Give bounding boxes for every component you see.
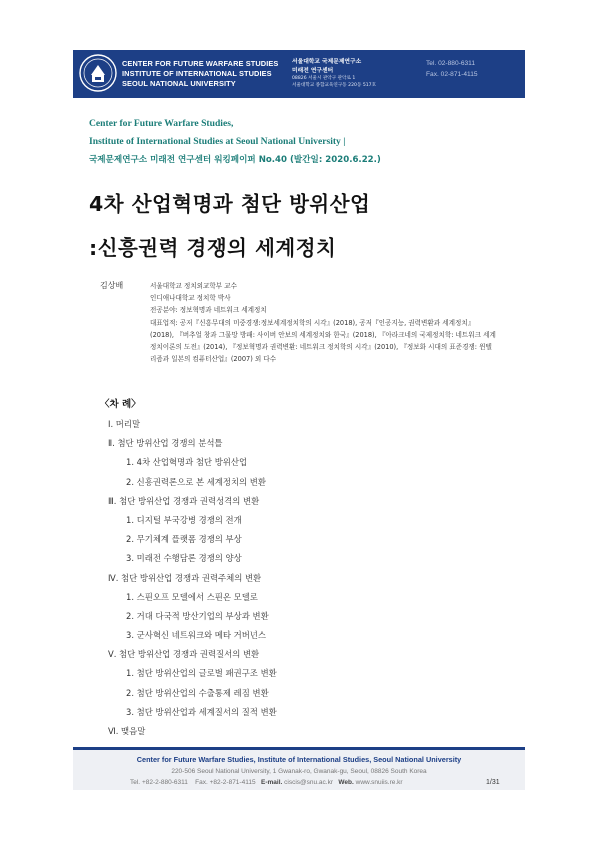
table-of-contents	[108, 415, 277, 741]
toc-item: Ⅵ. 맺음말	[108, 726, 146, 736]
toc-item: 1. 스핀오프 모델에서 스핀온 모델로	[126, 591, 258, 602]
toc-item: Ⅱ. 첨단 방위산업 경쟁의 분석틀	[108, 438, 223, 449]
banner-english-name: CENTER FOR FUTURE WARFARE STUDIES INSTITUTE OF INTERNATIONAL STUDIES SEOUL NATIONAL UNIVERSITY	[122, 59, 279, 88]
toc-item: 3. 군사혁신 네트워크와 메타 거버넌스	[126, 630, 266, 641]
toc-item: 1. 첨단 방위산업의 글로벌 패권구조 변환	[126, 668, 277, 679]
footer-address: 220-506 Seoul National University, 1 Gwanak-ro, Gwanak-gu, Seoul, 08826 South Korea	[171, 768, 427, 775]
toc-item: 3. 미래전 수행담론 경쟁의 양상	[126, 553, 242, 564]
toc-item: Ⅲ. 첨단 방위산업 경쟁과 권력성격의 변환	[108, 495, 260, 506]
page-number: 1/31	[486, 779, 500, 786]
bio-line: 인디애나대학교 정치학 박사	[150, 294, 231, 303]
toc-item: 2. 신흥권력론으로 본 세계정치의 변환	[126, 476, 266, 487]
footer-contact: Tel. +82-2-880-6311 Fax. +82-2-871-4115 E-mail. ciscis@snu.ac.kr Web. www.snuiis.re.kr	[130, 779, 403, 786]
footer-institution: Center for Future Warfare Studies, Institute of International Studies, Seoul National University	[136, 755, 462, 764]
toc-item: Ⅰ. 머리말	[108, 419, 141, 429]
toc-item: 2. 첨단 방위산업의 수출통제 레짐 변환	[126, 687, 269, 698]
toc-item: 2. 무기체계 플랫폼 경쟁의 부상	[126, 534, 242, 545]
paper-series-header: Center for Future Warfare Studies, Institute of International Studies at Seoul National University | 국제문제연구소 미래전 연구센터 워킹페이퍼 No.40 (발간일: 2020.6.22.)	[89, 118, 381, 165]
toc-item: 1. 4차 산업혁명과 첨단 방위산업	[126, 457, 248, 468]
snu-seal-logo	[78, 53, 118, 93]
page-title: 4차 산업혁명과 첨단 방위산업	[89, 192, 371, 216]
banner-korean-name: 서울대학교 국제문제연구소 미래전 연구센터 08826 서울시 관악구 관악로 1 서울대학교 종합교육연구동 220동 517호	[292, 59, 377, 89]
toc-heading: 〈차 례〉	[100, 399, 141, 410]
author-bio	[150, 280, 496, 365]
toc-item: Ⅴ. 첨단 방위산업 경쟁과 권력질서의 변환	[108, 649, 260, 660]
bio-line: 서울대학교 정치외교학부 교수	[150, 282, 237, 290]
toc-item: Ⅳ. 첨단 방위산업 경쟁과 권력주체의 변환	[108, 572, 262, 583]
banner-contact: Tel. 02-880-6311 Fax. 02-871-4115	[426, 60, 478, 78]
toc-item: 3. 첨단 방위산업과 세계질서의 질적 변환	[126, 706, 277, 717]
toc-item: 1. 디지털 부국강병 경쟁의 전개	[126, 514, 242, 525]
bio-line: 대표업적: 공저『신흥무대의 미중경쟁:정보세계정치학의 시각』(2018), 공저『인공지능, 권력변환과 세계정치』(2018), 『버추얼 창과 그물망 방패: 사이버 안보의 세계정치와 한국』(2018), 『아라크네의 국제정치학: 네트워크 세계정치이론의 도전』(2014), 『정보혁명과 권력변환: 네트워크 정치학의 시각』(2010), 『정보화 시대의 표준경쟁: 윈텔리즘과 일본의 컴퓨터산업』(2007) 외 다수	[150, 318, 496, 364]
bio-line: 전공분야: 정보혁명과 네트워크 세계정치	[150, 306, 267, 315]
page-subtitle: :신흥권력 경쟁의 세계정치	[89, 236, 337, 260]
author-name: 김상배	[100, 281, 124, 290]
toc-item: 2. 거대 다국적 방산기업의 부상과 변환	[126, 610, 269, 621]
